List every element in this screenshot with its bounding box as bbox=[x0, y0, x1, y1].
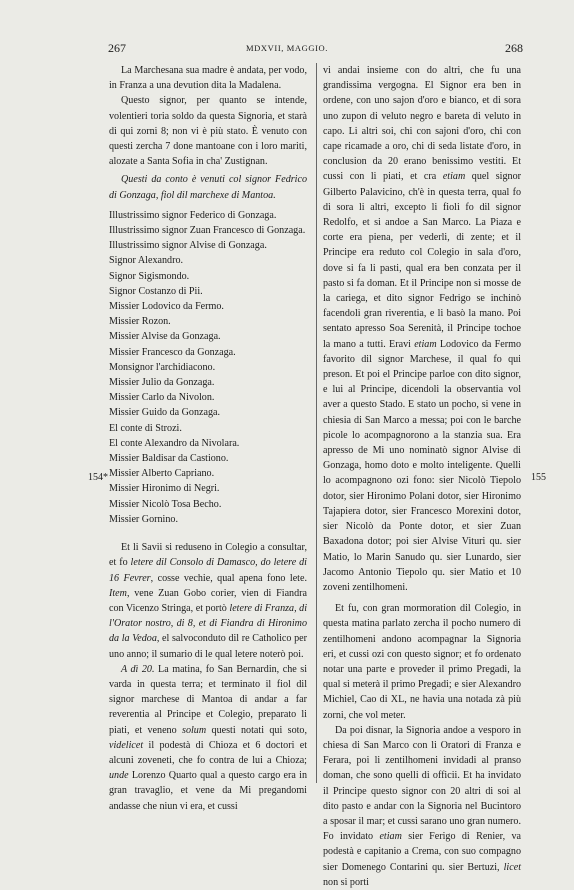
name-entry: Missier Baldisar da Castiono. bbox=[109, 453, 229, 465]
name-entry: Illustrissimo signor Federico di Gonzaga. bbox=[109, 209, 277, 221]
section-heading: Questi da conto è venuti col signor Fedrico di Gonzaga, fiol dil marchexe di Mantoa. bbox=[109, 174, 307, 201]
name-entry: El conte di Strozi. bbox=[109, 422, 182, 434]
margin-reference-right: 155 bbox=[531, 472, 546, 483]
paragraph: Da poi disnar, la Signoria andoe a vesporo in chiesa di San Marco con li Oratori di Franza e Ferara, poi li zentilhomeni invidadi al pranso doman, che sono quelli di officii. Et ha invidato il Principe questo signor con 20 altri di soi al dito pasto e andar con la Signoria nel Bucintoro a sposar il mar; et cussi sarano uno gran numero. Fo invidato etiam sier Ferigo di Renier, va podestà e capitanio a Crema, con suo compagno sier Domenego Contarini qu. sier Bertuzi, licet non si porti bbox=[323, 724, 521, 888]
name-entry: Missier Carlo da Nivolon. bbox=[109, 392, 215, 404]
name-entry: Signor Sigismondo. bbox=[109, 270, 190, 282]
name-entry: Missier Hironimo di Negri. bbox=[109, 483, 220, 495]
paragraph: Questo signor, per quanto se intende, volentieri toria soldo da questa Signoria, et starà di qui zorni 8; non vi è più stato. È venuto con questi zercha 7 done mantoane con i loro mariti, alozate a Santa Sofia in cha' Zustignan. bbox=[109, 95, 307, 168]
paragraph: La Marchesana sua madre è andata, per vodo, in Franza a una devution dita la Madalena. bbox=[109, 65, 307, 92]
page-number-right: 268 bbox=[505, 41, 523, 55]
name-entry: Signor Alexandro. bbox=[109, 255, 184, 267]
paragraph-adi20: A dì 20. La matina, fo San Bernardin, che si varda in questa terra; et terminato il fiol dil signor marchese di Mantoa di andar a far reverentia al Principe et Colegio, preparato li piati, et veneno solum questi notati qui soto, videlicet il podestà di Chioza et 6 doctori et alcuni zoveneti, che fo contra de lui a Chioza; unde Lorenzo Quarto qual a questo cargo era in gran travaglio, et vene da Mi pregandomi andasse che niun vi era, et cussi bbox=[109, 663, 308, 812]
name-entry: Missier Rozon. bbox=[109, 316, 171, 328]
name-entry: Missier Julio da Gonzaga. bbox=[109, 377, 215, 389]
right-column bbox=[323, 63, 521, 890]
name-entry: Missier Alberto Capriano. bbox=[109, 468, 215, 480]
name-entry: Signor Costanzo di Pii. bbox=[109, 285, 203, 297]
left-column bbox=[109, 63, 307, 814]
running-title: MDXVII, MAGGIO. bbox=[246, 43, 328, 53]
name-entry: Illustrissimo signor Zuan Francesco di Gonzaga. bbox=[109, 225, 306, 237]
name-entry: Monsignor l'archidiacono. bbox=[109, 361, 216, 373]
column-divider bbox=[316, 63, 317, 783]
name-entry: El conte Alexandro da Nivolara. bbox=[109, 437, 240, 449]
paragraph: Et fu, con gran mormoration dil Colegio, in questa matina parlato zercha il pocho numero di zentilhomeni andono acompagnar la Signoria eri, et cussi ozi con questo signor; et fo ordenato notar una parte e proveder il primo Pregadi, la qual si meterà il primo Pregadi; e sier Alexandro Michiel, Cao di XL, ne havia una notada zà più zorni, che vol meter. bbox=[323, 603, 521, 721]
margin-reference-left: 154* bbox=[88, 472, 108, 483]
name-entry: Missier Alvise da Gonzaga. bbox=[109, 331, 221, 343]
names-list bbox=[109, 208, 307, 527]
name-entry: Missier Lodovico da Fermo. bbox=[109, 301, 224, 313]
name-entry: Missier Francesco da Gonzaga. bbox=[109, 346, 236, 358]
name-entry: Illustrissimo signor Alvise di Gonzaga. bbox=[109, 240, 267, 252]
name-entry: Missier Gornino. bbox=[109, 513, 178, 525]
name-entry: Missier Guido da Gonzaga. bbox=[109, 407, 221, 419]
paragraph-savii: Et li Savii si reduseno in Colegio a consultar, et fo letere dil Consolo di Damasco, do letere di 16 Fevrer, cosse vechie, qual apena fono lete. Item, vene Zuan Gobo corier, vien di Fiandra con Vicenzo Stringa, et portò letere di Franza, di l'Orator nostro, di 8, et di Fiandra di Hironimo da la Vedoa, el salvoconduto dil re Catholico per uno anno; il sumario di le qual letere noterò poi. bbox=[109, 542, 307, 660]
paragraph-continued: vi andai insieme con do altri, che fu una grandissima vergogna. El Signor era ben in ordene, con uno sajon d'oro e bianco, et di sora uno zupon di veluto negro e bareta di veluto in capo. Li altri soi, chi con sajoni d'oro, chi con cape ricamade a oro, chi di seda listate d'oro, in conclusion da 20 erano benissimo vestiti. Et cussi con li piati, et cra etiam quel signor Gilberto Palavicino, ch'è in questa terra, qual fo di sora li altri, excepto li fioli fo dil signor Redolfo, et si andoe a San Marco. La Piaza e corte era piena, per vederli, di zente; et il Principe era reduto col Colegio in sala d'oro, dove si fa li pasti, qual era ben conzata per il pasto si fa doman. Et il Principe non si mosse de la cariega, et dito signor Fedrigo se inchinò facendoli gran riverentia, e li basò la mano. Poi sentato apresso Soa Serenità, il Principe tochoe la mano a tutti. Eravi etiam Lodovico da Fermo favorito dil signor Marchese, il qual fo qui preson. Et poi el Principe parloe con dito signor, e lui al Principe, dicendoli la observantia vol aver a questo Stado. E stato un pocho, si vene in chiesia di San Marco a messa; poi con le barche picole lo acompagnorono a la stanzia sua. Era apresso de Mi uno nominatò signor Alvise di Gonzaga, homo doto e molto inteligente. Quelli lo acompagnono ozi fono: sier Nicolò Tiepolo dotor, sier Hironimo Polani dotor, sier Hironimo Tajapiera dotor, sier Francesco Morexini dotor, sier Nicolò da Ponte dotor, et sier Zuan Baxadona dotor; poi sier Alvise Vituri qu. sier Matio, lo Marin Sanudo qu. sier Lunardo, sier Jacomo Antonio Tiepolo qu. sier Matio et 10 zoveni zentilhomeni. bbox=[323, 65, 521, 593]
page-number-left: 267 bbox=[108, 41, 126, 55]
name-entry: Missier Nicolò Tosa Becho. bbox=[109, 498, 222, 510]
